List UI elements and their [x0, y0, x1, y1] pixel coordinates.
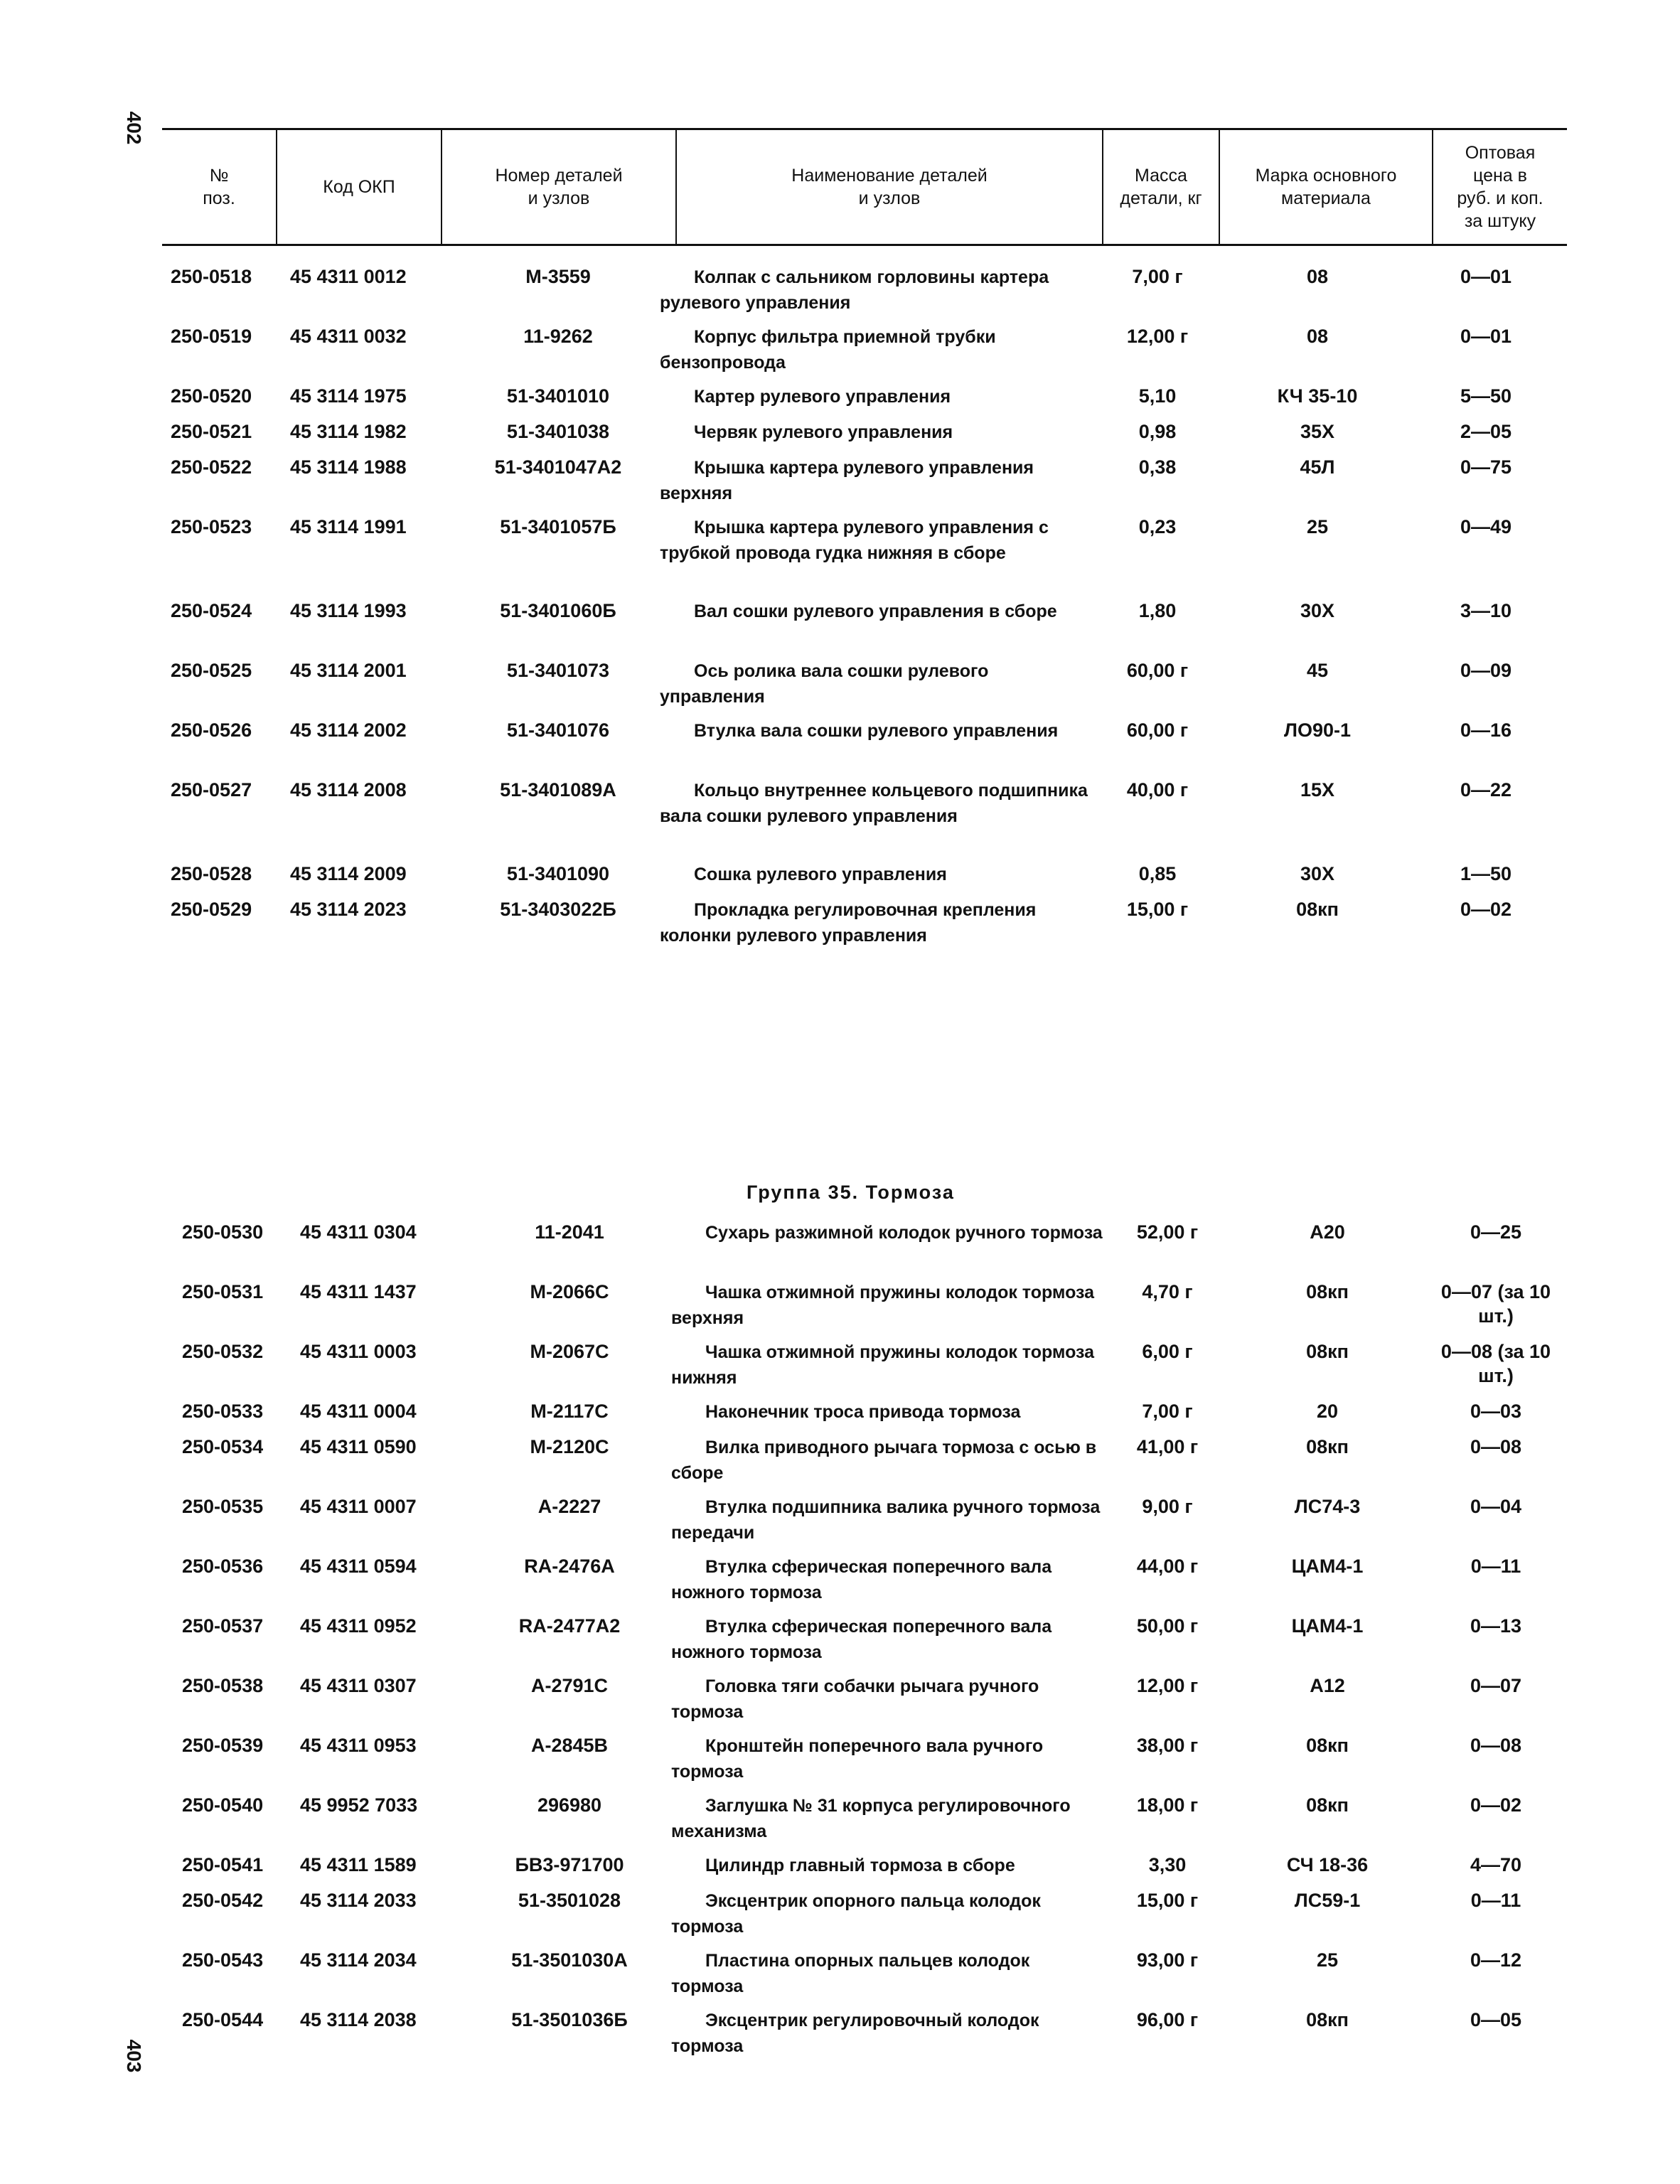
material-cell: 30Х	[1300, 863, 1335, 884]
okp-code-cell: 45 3114 1991	[290, 516, 407, 537]
part-number-cell: 51-3401010	[506, 385, 610, 407]
price-cell: 0—11	[1470, 1556, 1521, 1577]
material-cell: 25	[1316, 1949, 1339, 1971]
position-cell: 250-0533	[182, 1401, 264, 1422]
part-name-cell: Эксцентрик опорного пальца колодок тормоза	[671, 1891, 1041, 1937]
price-cell: 0—75	[1460, 456, 1512, 478]
position-cell: 250-0522	[171, 456, 252, 478]
position-cell: 250-0524	[171, 600, 252, 621]
part-number-cell: RA-2477A2	[518, 1615, 621, 1637]
okp-code-cell: 45 3114 1988	[290, 456, 407, 478]
price-cell: 0—03	[1470, 1401, 1522, 1422]
okp-code-cell: 45 4311 1437	[300, 1281, 417, 1302]
part-number-cell: 11-9262	[523, 326, 593, 347]
okp-code-cell: 45 4311 0953	[300, 1735, 417, 1756]
position-cell: 250-0542	[182, 1890, 264, 1911]
position-cell: 250-0541	[182, 1854, 264, 1875]
material-cell: 20	[1316, 1401, 1339, 1422]
part-number-cell: М-2120С	[530, 1436, 609, 1457]
price-cell: 0—07	[1470, 1675, 1522, 1696]
mass-cell: 60,00 г	[1126, 719, 1189, 741]
part-number-cell: 51-3401090	[506, 863, 610, 884]
part-name-cell: Пластина опорных пальцев колодок тормоза	[671, 1951, 1030, 1996]
okp-code-cell: 45 3114 2038	[300, 2009, 417, 2030]
price-cell: 4—70	[1470, 1854, 1522, 1875]
okp-code-cell: 45 4311 0304	[300, 1221, 417, 1243]
part-name-cell: Картер рулевого управления	[694, 387, 951, 407]
mass-cell: 4,70 г	[1142, 1281, 1193, 1302]
price-cell: 0—09	[1460, 660, 1512, 681]
mass-cell: 0,38	[1138, 456, 1177, 478]
mass-cell: 38,00 г	[1136, 1735, 1199, 1756]
part-name-cell: Кольцо внутреннее кольцевого подшипника вала сошки рулевого управления	[660, 781, 1088, 826]
mass-cell: 41,00 г	[1136, 1436, 1199, 1457]
material-cell: ЛС59-1	[1294, 1890, 1361, 1911]
position-cell: 250-0536	[182, 1556, 264, 1577]
price-cell: 0—49	[1460, 516, 1512, 537]
okp-code-cell: 45 3114 2023	[290, 899, 407, 920]
mass-cell: 12,00 г	[1126, 326, 1189, 347]
price-cell: 0—11	[1470, 1890, 1521, 1911]
material-cell: 30Х	[1300, 600, 1335, 621]
mass-cell: 0,23	[1138, 516, 1177, 537]
header-okp: Код ОКП	[276, 130, 441, 244]
part-name-cell: Чашка отжимной пружины колодок тормоза нижняя	[671, 1342, 1095, 1388]
mass-cell: 15,00 г	[1126, 899, 1189, 920]
part-number-cell: М-2066С	[530, 1281, 609, 1302]
material-cell: А12	[1310, 1675, 1345, 1696]
position-cell: 250-0525	[171, 660, 252, 681]
part-name-cell: Крышка картера рулевого управления с трубкой провода гудка нижняя в сборе	[660, 518, 1049, 563]
okp-code-cell: 45 3114 2008	[290, 779, 407, 801]
part-number-cell: М-2067С	[530, 1341, 609, 1362]
mass-cell: 40,00 г	[1126, 779, 1189, 801]
part-name-cell: Втулка подшипника валика ручного тормоза передачи	[671, 1497, 1101, 1543]
material-cell: 08кп	[1296, 899, 1339, 920]
part-number-cell: 51-3501028	[518, 1890, 621, 1911]
material-cell: 08кп	[1306, 1341, 1349, 1362]
material-cell: 08кп	[1306, 1794, 1349, 1816]
price-cell: 0—08 (за 10 шт.)	[1440, 1341, 1551, 1386]
mass-cell: 9,00 г	[1142, 1496, 1193, 1517]
part-number-cell: БВ3-971700	[515, 1854, 624, 1875]
part-number-cell: А-2845В	[530, 1735, 609, 1756]
material-cell: 35Х	[1300, 421, 1335, 442]
header-pos: № поз.	[203, 166, 235, 208]
material-cell: 45Л	[1300, 456, 1335, 478]
price-cell: 0—02	[1460, 899, 1512, 920]
okp-code-cell: 45 4311 0594	[300, 1556, 417, 1577]
price-cell: 0—04	[1470, 1496, 1522, 1517]
part-name-cell: Вал сошки рулевого управления в сборе	[694, 601, 1057, 621]
position-cell: 250-0531	[182, 1281, 264, 1302]
position-cell: 250-0538	[182, 1675, 264, 1696]
material-cell: СЧ 18-36	[1286, 1854, 1369, 1875]
part-number-cell: 51-3501030А	[511, 1949, 628, 1971]
part-number-cell: RA-2476A	[524, 1556, 615, 1577]
part-number-cell: 11-2041	[535, 1221, 604, 1243]
part-name-cell: Цилиндр главный тормоза в сборе	[705, 1856, 1015, 1875]
part-number-cell: А-2791С	[530, 1675, 609, 1696]
okp-code-cell: 45 4311 0007	[300, 1496, 417, 1517]
mass-cell: 7,00 г	[1132, 266, 1183, 287]
part-number-cell: 51-3501036Б	[511, 2009, 628, 2030]
mass-cell: 52,00 г	[1136, 1221, 1199, 1243]
okp-code-cell: 45 3114 1982	[290, 421, 407, 442]
material-cell: 08	[1306, 326, 1329, 347]
okp-code-cell: 45 4311 0003	[300, 1341, 417, 1362]
position-cell: 250-0530	[182, 1221, 264, 1243]
part-name-cell: Эксцентрик регулировочный колодок тормоза	[671, 2011, 1039, 2056]
page-number-bottom: 403	[123, 2039, 145, 2073]
okp-code-cell: 45 3114 2033	[300, 1890, 417, 1911]
part-number-cell: А-2227	[537, 1496, 601, 1517]
mass-cell: 93,00 г	[1136, 1949, 1199, 1971]
position-cell: 250-0518	[171, 266, 252, 287]
part-number-cell: 51-3403022Б	[500, 899, 616, 920]
okp-code-cell: 45 3114 2001	[290, 660, 407, 681]
price-cell: 0—01	[1460, 326, 1512, 347]
mass-cell: 60,00 г	[1126, 660, 1189, 681]
table-header	[162, 128, 1567, 246]
mass-cell: 6,00 г	[1142, 1341, 1193, 1362]
okp-code-cell: 45 3114 1993	[290, 600, 407, 621]
okp-code-cell: 45 4311 0032	[290, 326, 407, 347]
mass-cell: 96,00 г	[1136, 2009, 1199, 2030]
page-number-top: 402	[123, 111, 145, 145]
header-material: Марка основного материала	[1219, 130, 1432, 244]
price-cell: 0—02	[1470, 1794, 1522, 1816]
mass-cell: 44,00 г	[1136, 1556, 1199, 1577]
okp-code-cell: 45 4311 0004	[300, 1401, 417, 1422]
position-cell: 250-0543	[182, 1949, 264, 1971]
part-name-cell: Ось ролика вала сошки рулевого управления	[660, 661, 989, 707]
mass-cell: 15,00 г	[1136, 1890, 1199, 1911]
material-cell: 08кп	[1306, 1281, 1349, 1302]
part-number-cell: 51-3401038	[506, 421, 610, 442]
okp-code-cell: 45 3114 1975	[290, 385, 407, 407]
price-cell: 0—22	[1460, 779, 1512, 801]
part-number-cell: 51-3401060Б	[500, 600, 616, 621]
part-number-cell: 51-3401089А	[500, 779, 616, 801]
price-cell: 0—08	[1470, 1735, 1522, 1756]
mass-cell: 50,00 г	[1136, 1615, 1199, 1637]
position-cell: 250-0527	[171, 779, 252, 801]
part-name-cell: Кронштейн поперечного вала ручного тормоза	[671, 1736, 1044, 1782]
price-cell: 1—50	[1460, 863, 1512, 884]
price-cell: 3—10	[1460, 600, 1512, 621]
material-cell: КЧ 35-10	[1277, 385, 1358, 407]
position-cell: 250-0529	[171, 899, 252, 920]
part-name-cell: Корпус фильтра приемной трубки бензопровода	[660, 327, 996, 373]
part-name-cell: Сошка рулевого управления	[694, 864, 947, 884]
okp-code-cell: 45 9952 7033	[300, 1794, 418, 1816]
material-cell: 08кп	[1306, 2009, 1349, 2030]
position-cell: 250-0540	[182, 1794, 264, 1816]
part-number-cell: М-3559	[525, 266, 591, 287]
part-name-cell: Заглушка № 31 корпуса регулировочного механизма	[671, 1796, 1071, 1841]
okp-code-cell: 45 4311 0012	[290, 266, 407, 287]
material-cell: 15Х	[1300, 779, 1335, 801]
okp-code-cell: 45 4311 0307	[300, 1675, 417, 1696]
position-cell: 250-0523	[171, 516, 252, 537]
price-cell: 0—05	[1470, 2009, 1522, 2030]
position-cell: 250-0528	[171, 863, 252, 884]
okp-code-cell: 45 4311 1589	[300, 1854, 417, 1875]
okp-code-cell: 45 4311 0590	[300, 1436, 417, 1457]
position-cell: 250-0544	[182, 2009, 264, 2030]
part-name-cell: Втулка сферическая поперечного вала ножного тормоза	[671, 1557, 1052, 1602]
okp-code-cell: 45 3114 2009	[290, 863, 407, 884]
group-title: Группа 35. Тормоза	[747, 1182, 955, 1203]
mass-cell: 0,98	[1138, 421, 1177, 442]
mass-cell: 5,10	[1138, 385, 1177, 407]
part-name-cell: Втулка вала сошки рулевого управления	[694, 721, 1059, 741]
position-cell: 250-0532	[182, 1341, 264, 1362]
price-cell: 0—12	[1470, 1949, 1522, 1971]
part-name-cell: Головка тяги собачки рычага ручного тормоза	[671, 1676, 1039, 1722]
position-cell: 250-0526	[171, 719, 252, 741]
price-cell: 0—16	[1460, 719, 1512, 741]
position-cell: 250-0534	[182, 1436, 264, 1457]
material-cell: ЦАМ4-1	[1291, 1615, 1364, 1637]
material-cell: 08кп	[1306, 1436, 1349, 1457]
price-cell: 0—08	[1470, 1436, 1522, 1457]
position-cell: 250-0537	[182, 1615, 264, 1637]
part-name-cell: Крышка картера рулевого управления верхняя	[660, 458, 1034, 503]
part-number-cell: 51-3401047А2	[494, 456, 622, 478]
price-cell: 0—01	[1460, 266, 1512, 287]
price-cell: 0—25	[1470, 1221, 1522, 1243]
material-cell: А20	[1310, 1221, 1345, 1243]
position-cell: 250-0539	[182, 1735, 264, 1756]
material-cell: 08кп	[1306, 1735, 1349, 1756]
mass-cell: 18,00 г	[1136, 1794, 1199, 1816]
price-cell: 0—13	[1470, 1615, 1522, 1637]
position-cell: 250-0520	[171, 385, 252, 407]
price-cell: 2—05	[1460, 421, 1512, 442]
price-cell: 0—07 (за 10 шт.)	[1440, 1281, 1551, 1327]
material-cell: 45	[1306, 660, 1329, 681]
part-name-cell: Наконечник троса привода тормоза	[705, 1402, 1021, 1422]
position-cell: 250-0521	[171, 421, 252, 442]
part-name-cell: Червяк рулевого управления	[694, 422, 953, 442]
okp-code-cell: 45 3114 2002	[290, 719, 407, 741]
part-number-cell: 296980	[537, 1794, 602, 1816]
okp-code-cell: 45 3114 2034	[300, 1949, 417, 1971]
mass-cell: 7,00 г	[1142, 1401, 1193, 1422]
part-number-cell: 51-3401073	[506, 660, 610, 681]
header-name: Наименование деталей и узлов	[675, 130, 1102, 244]
part-name-cell: Колпак с сальником горловины картера рулевого управления	[660, 267, 1049, 313]
part-number-cell: М-2117С	[530, 1401, 609, 1422]
part-name-cell: Вилка приводного рычага тормоза с осью в сборе	[671, 1438, 1097, 1483]
header-mass: Масса детали, кг	[1102, 130, 1219, 244]
material-cell: ЛС74-3	[1294, 1496, 1361, 1517]
part-name-cell: Втулка сферическая поперечного вала ножного тормоза	[671, 1617, 1052, 1662]
okp-code-cell: 45 4311 0952	[300, 1615, 417, 1637]
position-cell: 250-0535	[182, 1496, 264, 1517]
mass-cell: 12,00 г	[1136, 1675, 1199, 1696]
position-cell: 250-0519	[171, 326, 252, 347]
mass-cell: 1,80	[1138, 600, 1177, 621]
price-cell: 5—50	[1460, 385, 1512, 407]
material-cell: 25	[1306, 516, 1329, 537]
material-cell: ЦАМ4-1	[1291, 1556, 1364, 1577]
material-cell: ЛО90-1	[1284, 719, 1351, 741]
header-price: Оптовая цена в руб. и коп. за штуку	[1432, 130, 1567, 244]
part-name-cell: Сухарь разжимной колодок ручного тормоза	[705, 1223, 1103, 1243]
part-name-cell: Чашка отжимной пружины колодок тормоза верхняя	[671, 1283, 1095, 1328]
part-number-cell: 51-3401057Б	[500, 516, 616, 537]
mass-cell: 3,30	[1148, 1854, 1187, 1875]
material-cell: 08	[1306, 266, 1329, 287]
part-name-cell: Прокладка регулировочная крепления колонки рулевого управления	[660, 900, 1037, 946]
mass-cell: 0,85	[1138, 863, 1177, 884]
part-number-cell: 51-3401076	[506, 719, 610, 741]
header-number: Номер деталей и узлов	[441, 130, 675, 244]
